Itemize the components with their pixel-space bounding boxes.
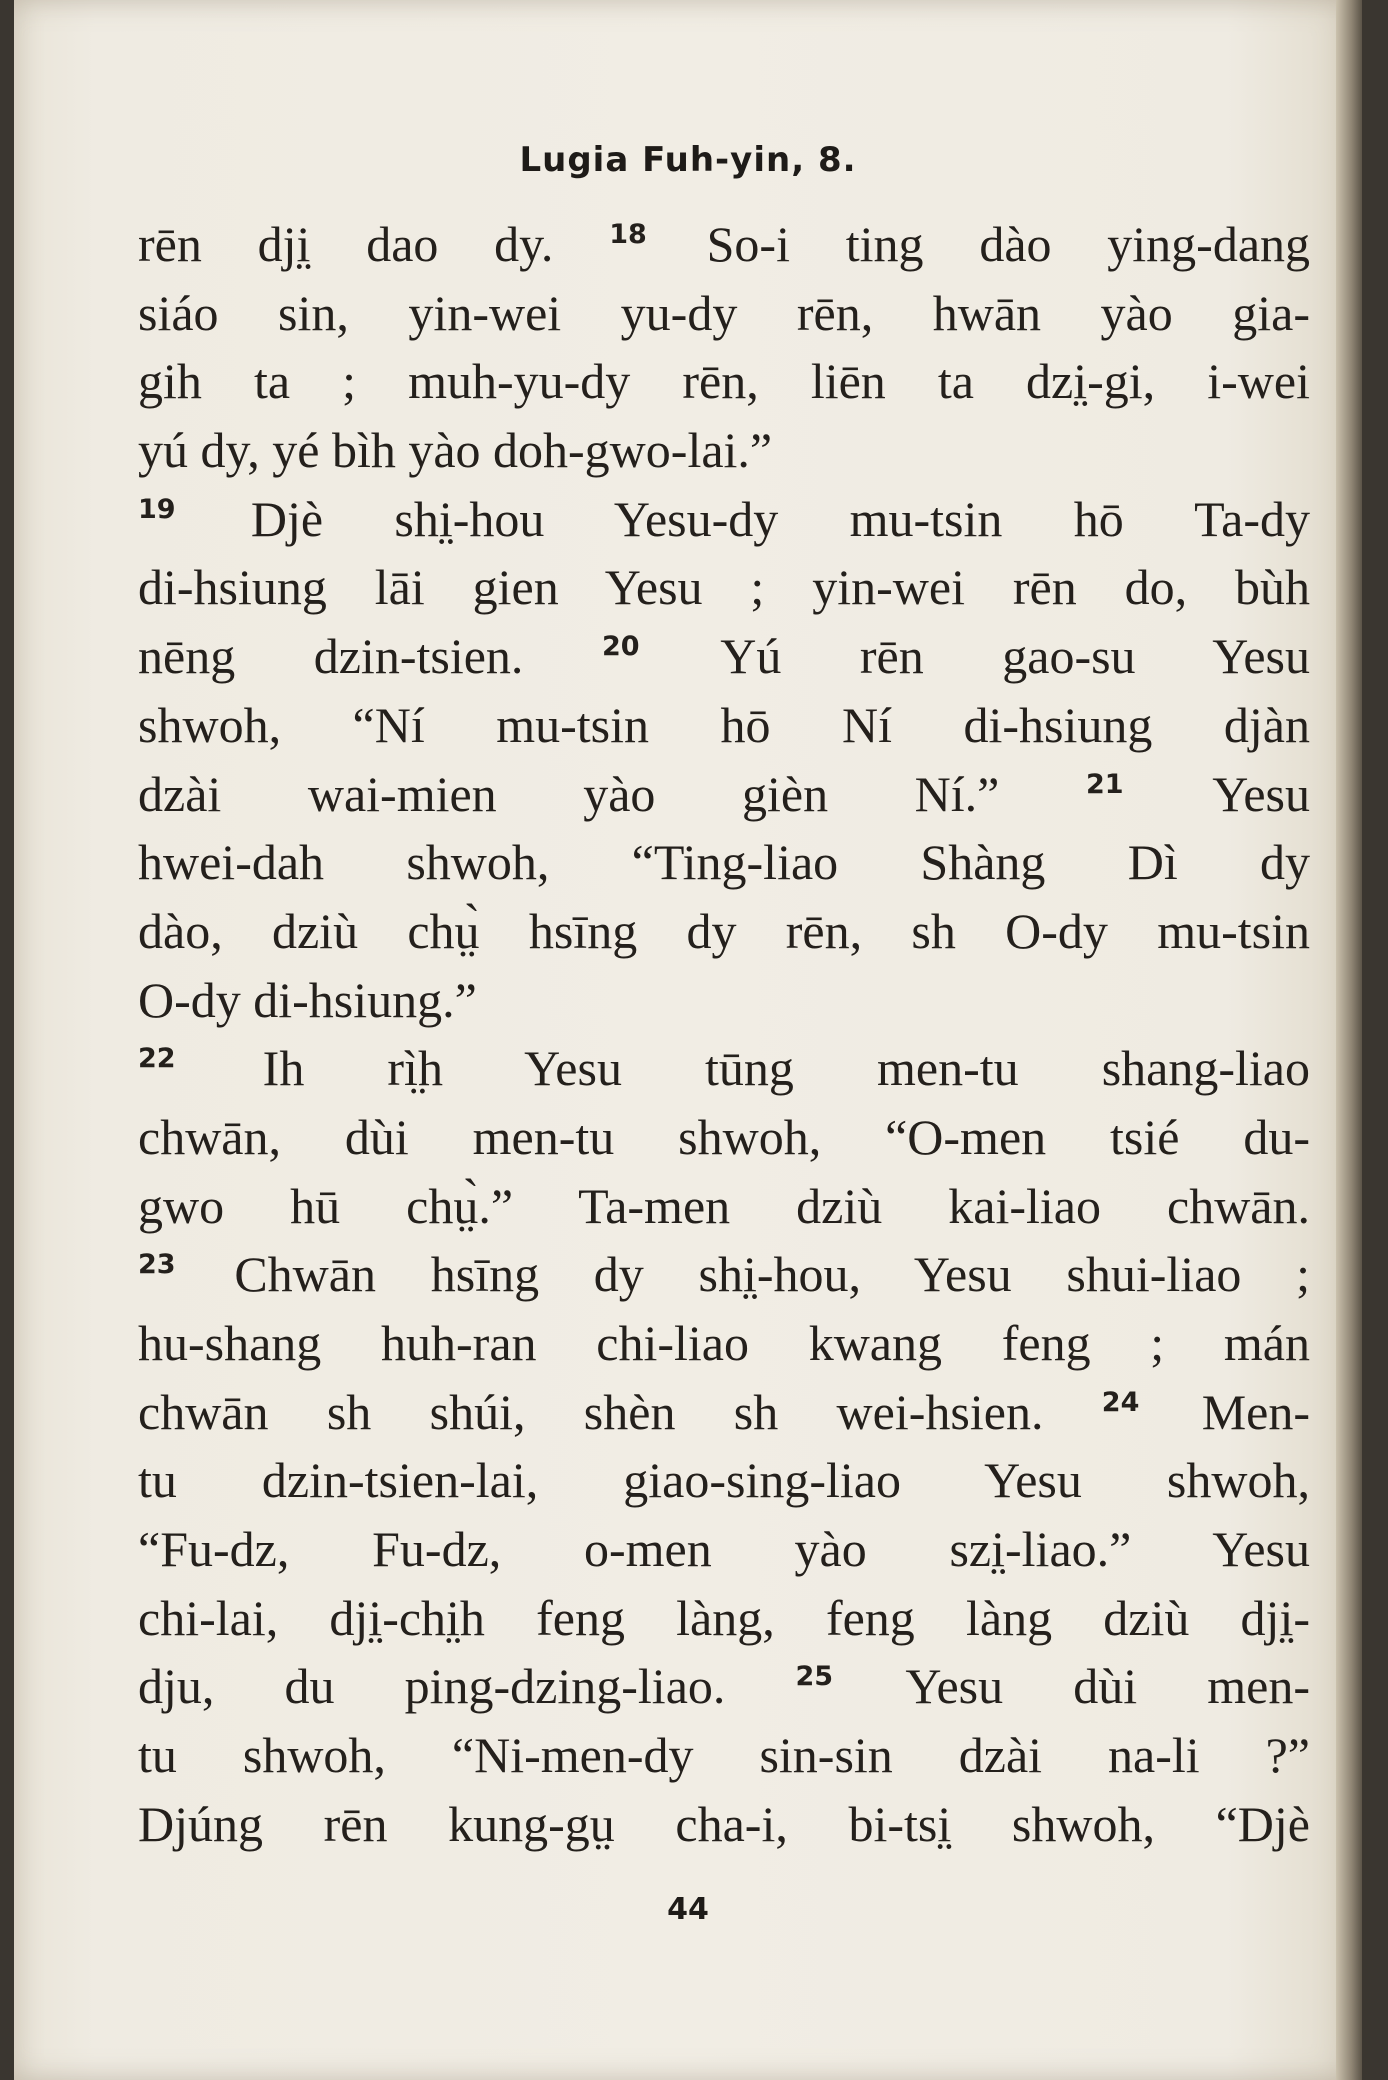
text-line (138, 1584, 1310, 1653)
verse-number: 22 (138, 1043, 176, 1075)
text-line (138, 1446, 1310, 1515)
book-page (14, 0, 1362, 2080)
text-segment: Djè shi̤-hou Yesu-dy mu-tsin hō Ta-dy (250, 490, 1311, 547)
verse-number: 19 (138, 493, 176, 525)
text-line (138, 1652, 1310, 1721)
text-segment: tu shwoh, “Ni-men-dy sin-sin dzài na-li ?” (138, 1727, 1310, 1784)
text-line (138, 553, 1310, 622)
text-segment: gwo hū chṳ̀.” Ta-men dziù kai-liao chwān. (138, 1177, 1310, 1234)
text-segment: O-dy di-hsiung.” (138, 971, 477, 1028)
text-line (138, 210, 1310, 279)
running-head: Lugia Fuh-yin, 8. (519, 140, 857, 180)
text-line (138, 1034, 1310, 1103)
verse-number: 23 (138, 1249, 176, 1281)
text-segment: Ih rì̤h Yesu tūng men-tu shang-liao (262, 1040, 1310, 1097)
text-line (138, 897, 1310, 966)
body-text (138, 210, 1310, 1859)
text-line (138, 279, 1310, 348)
text-line (138, 485, 1310, 554)
text-segment: siáo sin, yin-wei yu-dy rēn, hwān yào gia- (138, 284, 1310, 341)
text-segment: rēn dji̤ dao dy. (138, 216, 554, 272)
verse-number: 24 (1101, 1386, 1140, 1418)
text-segment: shwoh, “Ní mu-tsin hō Ní di-hsiung djàn (138, 696, 1310, 753)
text-segment: tu dzin-tsien-lai, giao-sing-liao Yesu shwoh, (138, 1452, 1310, 1509)
text-line (138, 622, 1310, 691)
page-number: 44 (667, 1892, 709, 1927)
text-segment: hwei-dah shwoh, “Ting-liao Shàng Dì dy (138, 834, 1310, 891)
text-line (138, 1172, 1310, 1241)
text-line (138, 1378, 1310, 1447)
text-segment: dzài wai-mien yào gièn Ní.” (138, 765, 1000, 822)
text-segment: Djúng rēn kung-gṳ cha-i, bi-tsi̤ shwoh, “Djè (138, 1795, 1310, 1852)
text-segment: chwān sh shúi, shèn sh wei-hsien. (138, 1383, 1044, 1440)
verse-number: 18 (609, 219, 647, 250)
text-line (138, 1790, 1310, 1859)
text-line (138, 1721, 1310, 1790)
text-line (138, 828, 1310, 897)
text-line (138, 760, 1310, 829)
verse-number: 25 (795, 1661, 834, 1693)
text-segment: chi-lai, dji̤-chi̤h feng làng, feng làng dziù dji̤- (138, 1589, 1310, 1646)
verse-number: 20 (601, 631, 640, 663)
text-segment: dju, du ping-dzing-liao. (138, 1658, 726, 1715)
text-line (138, 347, 1310, 416)
text-line (138, 1309, 1310, 1378)
text-line (138, 1515, 1310, 1584)
verse-number: 21 (1085, 768, 1124, 800)
text-line (138, 1240, 1310, 1309)
text-segment: Chwān hsīng dy shi̤-hou, Yesu shui-liao ; (234, 1246, 1311, 1303)
text-segment: So-i ting dào ying-dang (706, 216, 1311, 272)
text-segment: Yesu dùi men- (905, 1658, 1310, 1715)
text-line (138, 966, 1310, 1035)
text-segment: “Fu-dz, Fu-dz, o-men yào szi̤-liao.” Yesu (138, 1521, 1310, 1578)
text-segment: yú dy, yé bìh yào doh-gwo-lai.” (138, 422, 773, 479)
text-segment: hu-shang huh-ran chi-liao kwang feng ; mán (138, 1315, 1310, 1371)
text-line (138, 691, 1310, 760)
text-segment: dào, dziù chṳ̀ hsīng dy rēn, sh O-dy mu-tsin (138, 902, 1310, 959)
text-segment: Yesu (1212, 765, 1310, 822)
text-segment: Yú rēn gao-su Yesu (720, 628, 1310, 685)
text-segment: Men- (1201, 1383, 1311, 1440)
text-segment: chwān, dùi men-tu shwoh, “O-men tsié du- (138, 1108, 1310, 1165)
text-segment: di-hsiung lāi gien Yesu ; yin-wei rēn do, bùh (138, 559, 1310, 616)
text-segment: gih ta ; muh-yu-dy rēn, liēn ta dzi̤-gi, i-wei (138, 353, 1310, 410)
text-line (138, 416, 1310, 485)
text-segment: nēng dzin-tsien. (138, 628, 524, 685)
page-gutter-shadow (1336, 0, 1362, 2080)
text-line (138, 1103, 1310, 1172)
